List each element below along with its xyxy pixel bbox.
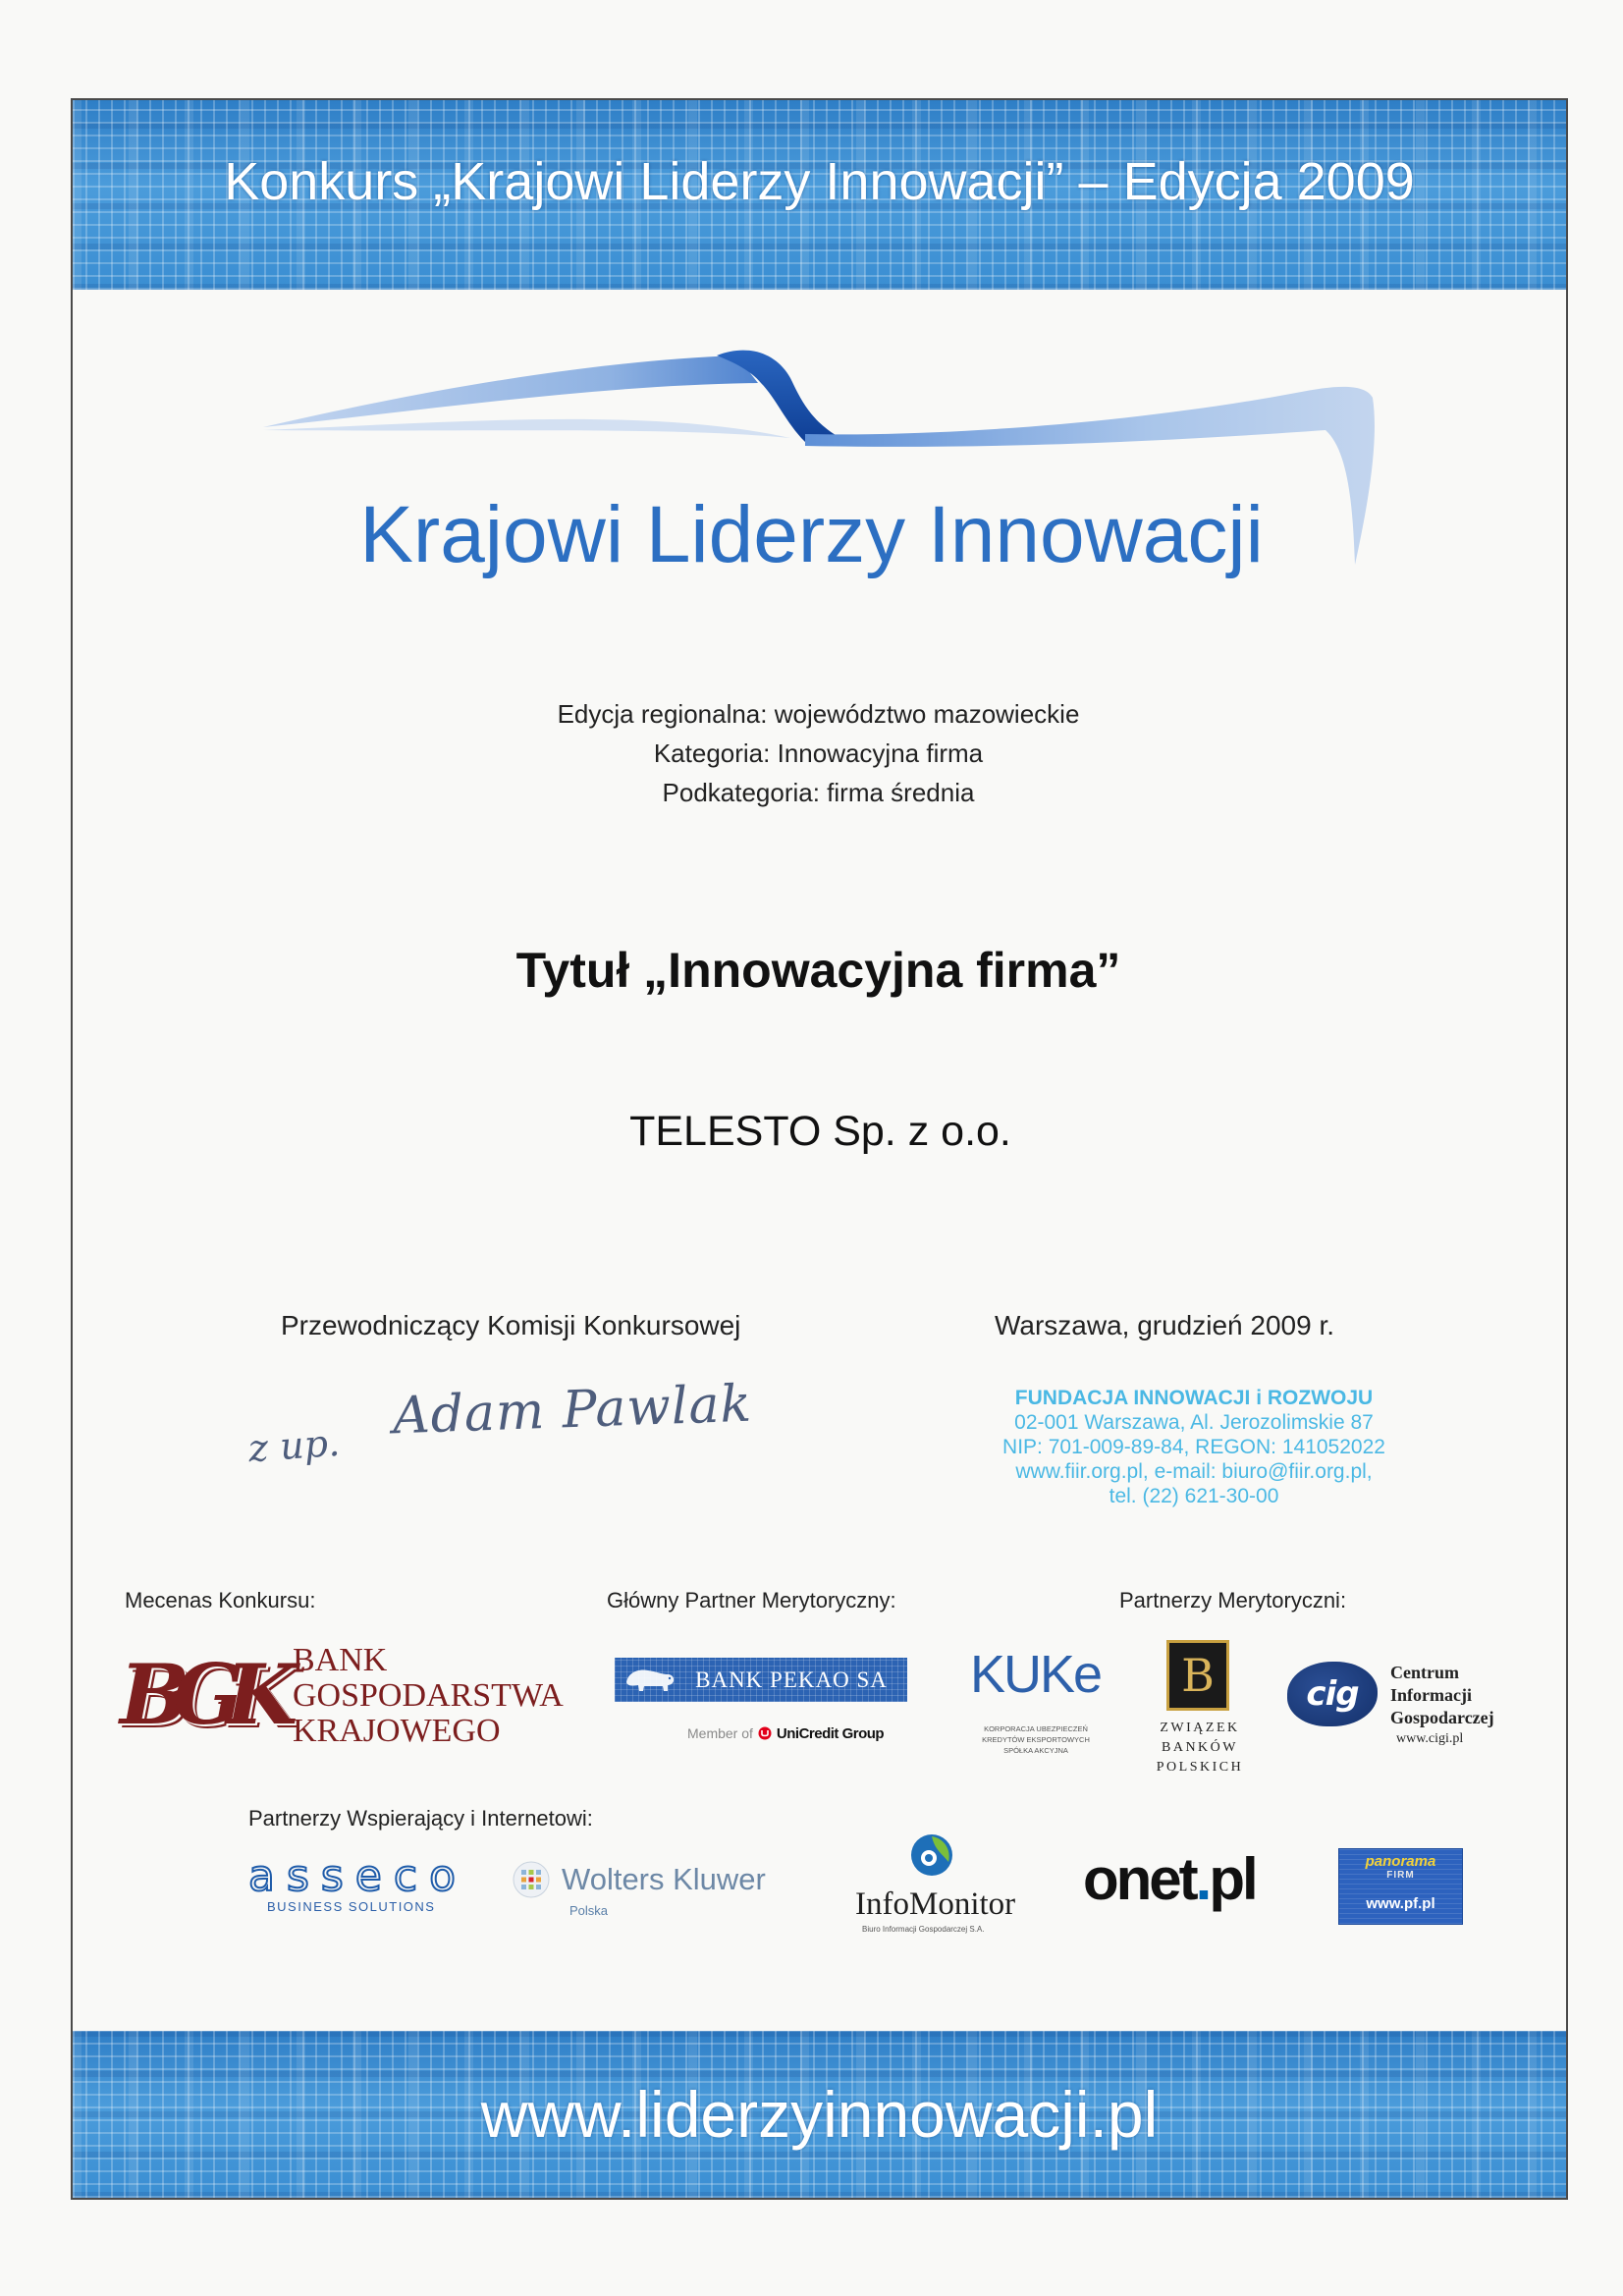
zbp-line: BANKÓW <box>1162 1740 1238 1755</box>
infomonitor-logo: InfoMonitor <box>855 1886 1016 1922</box>
partners-label: Partnerzy Merytoryczni: <box>1119 1588 1347 1613</box>
panorama-line2: FIRM <box>1386 1870 1415 1881</box>
zbp-emblem-icon <box>1166 1640 1229 1711</box>
bgk-monogram-logo: BGK <box>120 1646 281 1743</box>
category-line: Kategoria: Innowacyjna firma <box>653 738 984 768</box>
zbp-line: ZWIĄZEK <box>1160 1721 1240 1735</box>
onet-tld: pl <box>1209 1846 1256 1912</box>
chair-role-caption: Przewodniczący Komisji Konkursowej <box>281 1310 741 1340</box>
pekao-name: BANK PEKAO SA <box>695 1667 888 1692</box>
kuke-logo: KUKe <box>970 1645 1102 1704</box>
asseco-tagline: BUSINESS SOLUTIONS <box>267 1899 436 1914</box>
wolters-kluwer-dots-icon <box>512 1860 551 1899</box>
main-partner-label: Główny Partner Merytoryczny: <box>607 1588 896 1613</box>
foundation-stamp <box>968 1386 1420 1508</box>
signature-prefix: z up. <box>246 1420 342 1471</box>
cig-line: Centrum <box>1390 1663 1459 1682</box>
unicredit-icon <box>758 1726 772 1740</box>
supporting-partners-label: Partnerzy Wspierający i Internetowi: <box>248 1806 593 1831</box>
footer-url: www.liderzyinnowacji.pl <box>480 2078 1159 2151</box>
member-of-text: Member of <box>687 1725 753 1741</box>
contest-title: Konkurs „Krajowi Liderzy Innowacji” – Edycja 2009 <box>224 152 1415 211</box>
place-date-caption: Warszawa, grudzień 2009 r. <box>995 1310 1335 1340</box>
footer-banner <box>71 2031 1568 2200</box>
zbp-line: POLSKICH <box>1156 1760 1244 1775</box>
stamp-line: tel. (22) 621-30-00 <box>1109 1485 1279 1507</box>
stamp-line: FUNDACJA INNOWACJI i ROZWOJU <box>1014 1387 1374 1409</box>
stamp-line: www.fiir.org.pl, e-mail: biuro@fiir.org.pl, <box>1015 1460 1373 1483</box>
infomonitor-icon <box>909 1832 954 1878</box>
bgk-line: KRAJOWEGO <box>293 1713 501 1749</box>
asseco-logo: asseco <box>248 1851 467 1901</box>
cig-logo-text <box>1390 1662 1494 1729</box>
onet-logo <box>1083 1848 1256 1911</box>
zbp-emblem-letter: B <box>1181 1649 1215 1702</box>
cig-mark: cig <box>1306 1674 1359 1714</box>
stamp-line: NIP: 701-009-89-84, REGON: 141052022 <box>1002 1436 1385 1458</box>
cig-line: Informacji <box>1390 1685 1472 1705</box>
cig-url: www.cigi.pl <box>1396 1731 1464 1746</box>
handwritten-signature: Adam Pawlak <box>392 1374 753 1447</box>
stamp-line: 02-001 Warszawa, Al. Jerozolimskie 87 <box>1014 1411 1374 1434</box>
wolters-kluwer-logo: Wolters Kluwer <box>562 1862 766 1896</box>
program-logo-text: Krajowi Liderzy Innowacji <box>359 490 1264 579</box>
panorama-line1: panorama <box>1365 1853 1436 1870</box>
kuke-subtitle <box>962 1723 1109 1756</box>
infomonitor-tagline: Biuro Informacji Gospodarczej S.A. <box>862 1925 985 1934</box>
kuke-line: KORPORACJA UBEZPIECZEŃ <box>984 1724 1088 1733</box>
onet-name: onet <box>1083 1846 1196 1912</box>
award-details <box>0 694 1623 812</box>
bgk-line: BANK <box>293 1642 388 1678</box>
pekao-logo <box>615 1658 907 1702</box>
edition-line: Edycja regionalna: województwo mazowieckie <box>557 699 1080 729</box>
kuke-line: KREDYTÓW EKSPORTOWYCH <box>982 1735 1090 1744</box>
cig-emblem-logo <box>1287 1662 1378 1726</box>
cig-line: Gospodarczej <box>1390 1708 1494 1727</box>
unicredit-member-line <box>687 1723 884 1743</box>
subcategory-line: Podkategoria: firma średnia <box>662 778 975 807</box>
bgk-line: GOSPODARSTWA <box>293 1677 564 1714</box>
onet-dot: . <box>1195 1846 1210 1912</box>
award-recipient: TELESTO Sp. z o.o. <box>629 1108 1011 1155</box>
kuke-line: SPÓŁKA AKCYJNA <box>1003 1746 1068 1755</box>
bgk-logo-text <box>293 1643 564 1749</box>
zbp-logo-text <box>1137 1719 1263 1777</box>
panorama-firm-logo <box>1338 1848 1463 1925</box>
bison-icon <box>622 1665 677 1696</box>
unicredit-group-text: UniCredit Group <box>776 1724 885 1742</box>
panorama-url: www.pf.pl <box>1366 1895 1435 1912</box>
wolters-kluwer-country: Polska <box>569 1903 609 1918</box>
header-banner <box>71 98 1568 290</box>
patron-label: Mecenas Konkursu: <box>125 1588 316 1613</box>
award-title: Tytuł „Innowacyjna firma” <box>515 943 1121 998</box>
